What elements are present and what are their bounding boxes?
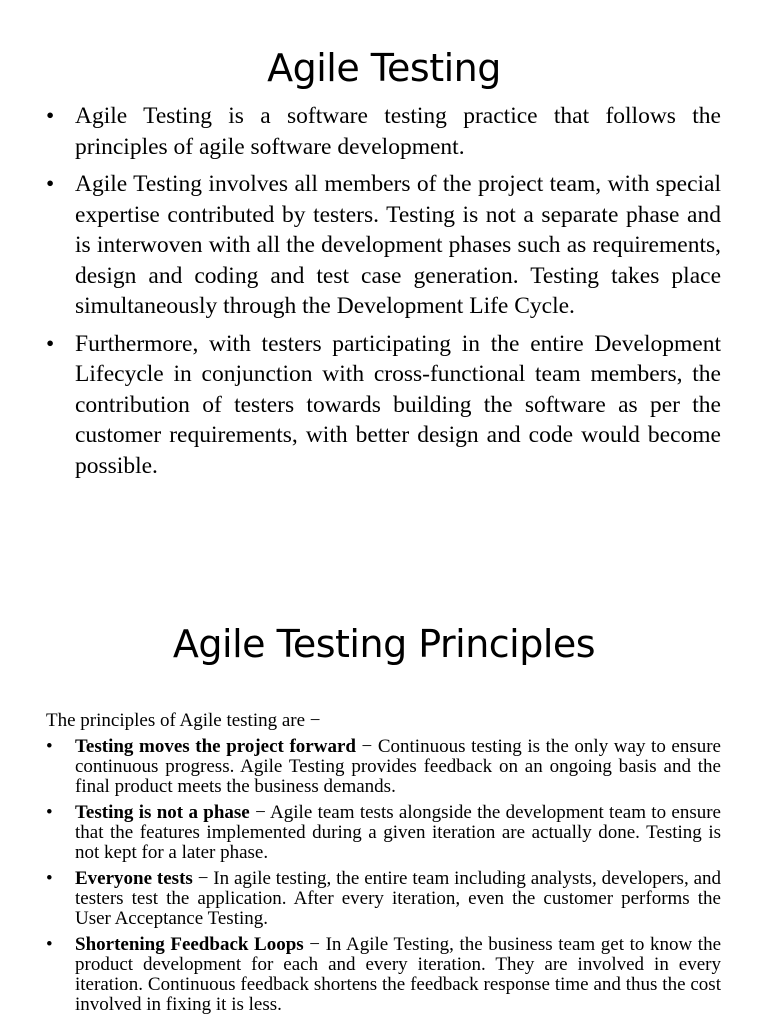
slide-title: Agile Testing [267,46,501,90]
principles-list [75,737,721,1021]
principle-text: − In agile testing, the entire team including analysts, developers, and testers test the application. After every iteration, even the customer performs the User Acceptance Testing. [75,868,722,929]
principle-item [75,935,721,1015]
principle-text: − In Agile Testing, the business team get to know the product development for each and every iteration. They are involved in every iteration. Continuous feedback shortens the feedback response time and thus the cost involved in fixing it is less. [75,934,722,1015]
intro-text: The principles of Agile testing are − [46,710,321,731]
principle-item [75,803,721,863]
principle-text: − Agile team tests alongside the development team to ensure that the features implemented during a given iteration are actually done. Testing is not kept for a later phase. [75,802,721,863]
bullet-item: • Furthermore, with testers participating in the entire Development Lifecycle in conjunction with cross-functional team members, the contribution of testers towards building the software as per the customer requirements, with better design and code would become possible. [75,329,721,482]
slide-title: Agile Testing Principles [172,622,596,666]
bullet-item: • Agile Testing involves all members of the project team, with special expertise contributed by testers. Testing is not a separate phase and is interwoven with all the development phases such as requirements, design and coding and test case generation. Testing takes place simultaneously through the Development Life Cycle. [75,169,721,322]
principle-text: − Continuous testing is the only way to ensure continuous progress. Agile Testing provides feedback on an ongoing basis and the final product meets the business demands. [75,736,721,797]
bullet-item: • Agile Testing is a software testing practice that follows the principles of agile software development. [75,101,721,162]
principle-item [75,869,721,929]
principle-term: Testing is not a phase [75,802,250,823]
slide-agile-testing-principles [0,600,768,1024]
principle-item [75,737,721,797]
principle-term: Testing moves the project forward [75,736,356,757]
principle-term: Shortening Feedback Loops [75,934,304,955]
bullet-list [75,101,721,488]
principle-term: Everyone tests [75,868,193,889]
